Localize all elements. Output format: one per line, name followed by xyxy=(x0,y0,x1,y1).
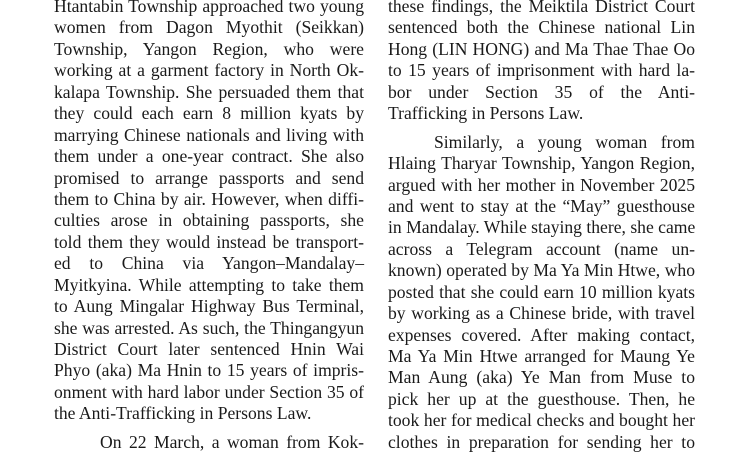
text-line: known) operated by Ma Ya Min Htwe, who xyxy=(388,260,695,281)
text-line: across a Telegram account (name un- xyxy=(388,238,695,259)
text-line: she was arrested. As such, the Thingangyun xyxy=(54,317,364,338)
text-line: to 15 years of imprisonment with hard la- xyxy=(388,60,695,81)
text-line: told them they would instead be transport- xyxy=(54,231,364,252)
text-line: ed to China via Yangon–Mandalay– xyxy=(54,253,364,274)
text-line: Ma Ya Min Htwe arranged for Maung Ye xyxy=(388,346,695,366)
text-line: the Anti-Trafficking in Persons Law. xyxy=(54,403,312,424)
text-line: these findings, the Meiktila District Court xyxy=(388,0,695,16)
text-line: they could each earn 8 million kyats by xyxy=(54,103,364,124)
article-column-left xyxy=(54,0,364,453)
text-line: On 22 March, a woman from Kok- xyxy=(100,431,364,452)
text-line: them to China by air. However, when diffi- xyxy=(54,188,364,209)
text-line: by working as a Chinese bride, with travel xyxy=(388,303,695,324)
text-line: women from Dagon Myothit (Seikkan) xyxy=(54,17,364,38)
text-line: Hlaing Tharyar Township, Yangon Region, xyxy=(388,153,695,174)
text-line: onment with hard labor under Section 35 of xyxy=(54,381,364,402)
text-line: Trafficking in Persons Law. xyxy=(388,103,584,124)
text-line: marrying Chinese nationals and living with xyxy=(54,124,364,145)
text-line: Township, Yangon Region, who were xyxy=(54,38,364,59)
text-line: working at a garment factory in North Ok- xyxy=(54,60,364,81)
text-line: Myitkyina. While attempting to take them xyxy=(54,274,364,295)
text-line: to Aung Mingalar Highway Bus Terminal, xyxy=(54,296,364,317)
text-line: posted that she could earn 10 million kyats xyxy=(388,281,695,302)
text-line: Similarly, a young woman from xyxy=(434,131,695,152)
text-line: promised to arrange passports and send xyxy=(54,167,364,188)
text-line: Htantabin Township approached two young xyxy=(54,0,364,16)
text-line: bor under Section 35 of the Anti- xyxy=(388,81,695,102)
paragraph-gap xyxy=(388,125,695,132)
text-line: took her for medical checks and bought her xyxy=(388,410,695,431)
text-line: them under a one-year contract. She also xyxy=(54,146,364,167)
text-line: Phyo (aka) Ma Hnin to 15 years of impris- xyxy=(54,360,364,381)
paragraph-gap xyxy=(54,425,364,432)
article-column-right xyxy=(388,0,695,453)
text-line: clothes in preparation for sending her to xyxy=(388,431,695,452)
text-line: culties arose in obtaining passports, she xyxy=(54,210,364,231)
text-line: kalapa Township. She persuaded them that xyxy=(54,81,364,102)
text-line: in Mandalay. While staying there, she came xyxy=(388,217,696,238)
text-line: and went to stay at the “May” guesthouse xyxy=(388,195,695,216)
text-line: expenses covered. After making contact, xyxy=(388,324,695,345)
text-line: pick her up at the guesthouse. Then, he xyxy=(388,388,695,409)
text-line: Hong (LIN HONG) and Ma Thae Thae Oo xyxy=(388,38,695,59)
text-line: argued with her mother in November 2025 xyxy=(388,174,695,195)
text-line: District Court later sentenced Hnin Wai xyxy=(54,339,364,359)
text-line: Man Aung (aka) Ye Man from Muse to xyxy=(388,367,695,388)
text-line: sentenced both the Chinese national Lin xyxy=(388,17,695,38)
